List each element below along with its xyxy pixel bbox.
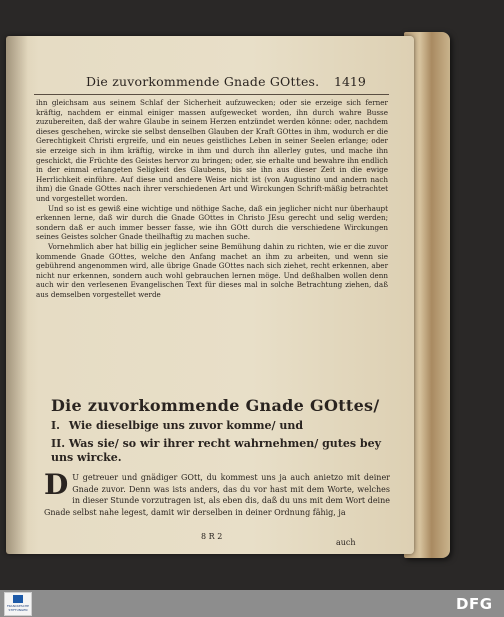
page-header [86, 74, 386, 92]
gutter-shadow [6, 36, 28, 554]
dfg-logo[interactable]: DFG [456, 595, 493, 613]
body-text [36, 98, 388, 299]
book-page [6, 36, 414, 554]
point-text: Was sie/ so wir ihrer recht wahrnehmen/ gutes bey uns wircke. [51, 437, 381, 464]
sermon-outline [51, 396, 391, 465]
main-heading: Die zuvorkommende Gnade GOttes/ [51, 396, 380, 415]
signature-mark: 8 R 2 [201, 532, 223, 541]
viewer-footer [0, 590, 504, 617]
point-number: II. [51, 437, 66, 450]
point-number: I. [51, 419, 60, 432]
library-logo-icon [13, 595, 23, 603]
header-rule [34, 94, 389, 95]
decorated-initial: D [44, 468, 69, 501]
library-logo[interactable] [4, 592, 32, 616]
outline-point-1 [51, 419, 391, 433]
paragraph-3: Vornehmlich aber hat billig ein jeglicher seine Bemühung dahin zu richten, wie er die zuvor kommende Gnade GOttes, welche den Anfang machet an ihm zu arbeiten, und wenn sie gebührend angenommen wird, alle übrige Gnade GOttes nach sich ziehet, recht erkennen, aber nicht nur erkennen, sondern auch wohl gebrauchen lernen möge. Und deßhalben wollen denn auch wir den verlesenen Evangelischen Text für dieses mal in solche Betrachtung ziehen, daß aus demselben vorgestellet werde [36, 241, 388, 299]
point-text: Wie dieselbige uns zuvor komme/ und [68, 419, 304, 432]
library-logo-text: FRANCKESCHE STIFTUNGEN [6, 604, 30, 612]
paragraph-2: Und so ist es gewiß eine wichtige und nöthige Sache, daß ein jeglicher nicht nur überhaupt erkennen lerne, daß wir durch die Gnade GOttes in Christo JEsu gerecht und selig werden; sondern daß er auch immer besser fasse, wie ihn GOtt durch die verschiedene Wirckungen seines Geistes solcher Gnade theilhaftig zu machen suche. [36, 203, 388, 242]
prayer-text: U getreuer und gnädiger GOtt, du kommest uns ja auch anietzo mit deiner Gnade zuvor. Denn was ists anders, das du vor hast mit dem Worte, welches in dieser Stunde vorzutragen ist, als eben dis, daß du uns mit dem Wort deine Gnade selbst nahe legest, damit wir derselben in deiner Ordnung fähig, ja [44, 473, 390, 517]
page-number: 1419 [334, 74, 366, 89]
outline-point-2 [51, 437, 391, 465]
prayer-paragraph [44, 468, 390, 518]
running-title: Die zuvorkommende Gnade GOttes. [86, 74, 320, 89]
paragraph-1: ihn gleichsam aus seinem Schlaf der Sicherheit aufzuwecken; oder sie erzeige sich ferner kräftig, nachdem er einmal einiger massen aufgewecket worden, ihn durch wahre Busse zuzubereiten, daß der wahre Glaube in seinem Herzen entzündet werden könne: oder, nachdem dieses geschehen, wircke sie selbst denselben Glauben der Kraft GOttes in ihm, wodurch er die Gerechtigkeit Christi ergreife, und ein neues geistliches Leben in seiner Seelen erlange; oder sie erzeige sich in ihm kräftig, wircke in ihm und durch ihn allerley gutes, und mache ihn geschickt, die Früchte des Geistes hervor zu bringen; oder, sie erhalte und bewahre ihn endlich in der einmal erlangeten Seligkeit des Glaubens, bis sie ihn aus dieser Zeit in die ewige Herrlichkeit einführe. Auf diese und andere Weise nicht ist (von Augustino und andern nach ihm) die Gnade GOttes nach ihrer verschiedenen Art und Wirckungen Schrift-mäßig betrachtet und vorgestellet worden. [36, 98, 388, 203]
catchword: auch [336, 538, 356, 547]
